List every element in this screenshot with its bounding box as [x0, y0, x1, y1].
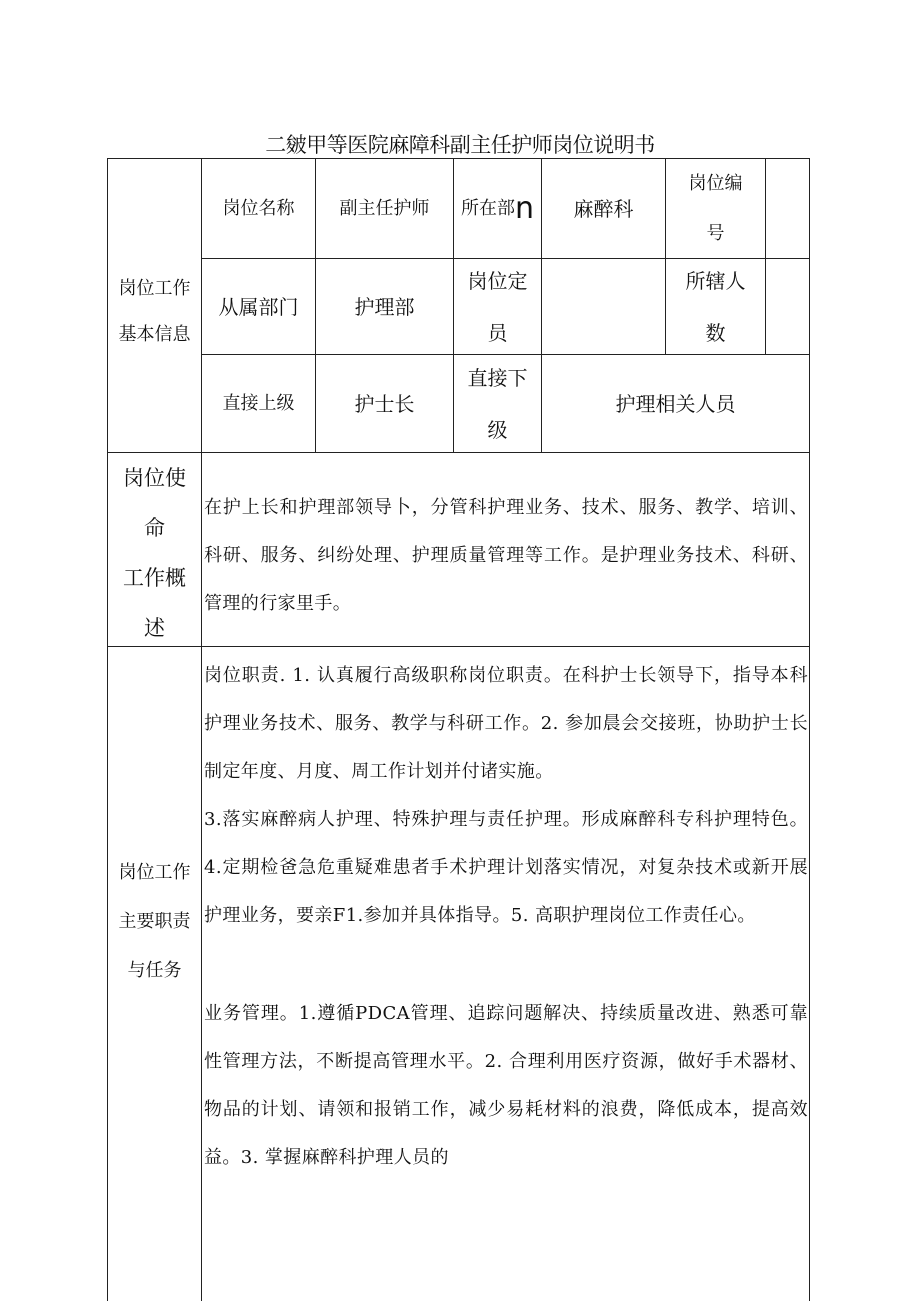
post-no-value — [766, 159, 809, 258]
subordinate-label — [454, 355, 541, 452]
quota-label-line2: 员 — [487, 320, 508, 345]
duties-label-line3: 与任务 — [127, 959, 182, 981]
post-name-label: 岗位名称 — [222, 197, 295, 219]
duties-label-line1: 岗位工作 — [118, 861, 191, 883]
hline-info-bottom — [107, 452, 810, 453]
hline-mission-bottom — [107, 646, 810, 647]
mission-label-line2: 命 — [144, 516, 165, 540]
staff-label-line1: 所辖人 — [685, 268, 746, 293]
duties-label — [108, 846, 201, 996]
quota-label-line1: 岗位定 — [467, 268, 528, 293]
duties-paragraph-3: 业务管理。1.遵循PDCA管理、追踪问题解决、持续质量改进、熟悉可靠性管理方法，不断提高管理水平。2. 合理利用医疗资源，做好手术器材、物品的计划、请领和报销工作，减少易耗材料的浪费，降低成本，提高效益。3. 掌握麻醉科护理人员的 — [204, 1003, 808, 1168]
post-no-label-line2: 号 — [706, 222, 725, 244]
basic-info-label-line1: 岗位工作 — [118, 278, 191, 299]
vline-right — [809, 158, 810, 1301]
subordinate-label-line1: 直接下 — [467, 365, 528, 390]
mission-label-line1: 岗位使 — [123, 466, 186, 490]
mission-label-line3: 工作概 — [123, 566, 186, 590]
dept-label-text: 所在部 — [460, 197, 515, 219]
staff-value — [766, 259, 809, 354]
duties-paragraph-1: 岗位职责. 1. 认真履行高级职称岗位职责。在科护士长领导下，指导本科护理业务技术、服务、教学与科研工作。2. 参加晨会交接班，协助护士长制定年度、月度、周工作计划并付诸实施。 — [204, 665, 808, 782]
dept-label-tail: n — [514, 190, 534, 226]
duties-paragraph-2: 3.落实麻醉病人护理、特殊护理与责任护理。形成麻醉科专科护理特色。4.定期检爸急危重疑难患者手术护理计划落实情况，对复杂技术或新开展护理业务，要亲F1.参加并具体指导。5. 高职护理岗位工作责任心。 — [204, 809, 808, 926]
basic-info-section-label — [108, 262, 201, 362]
mission-label — [108, 453, 201, 646]
mission-text: 在护上长和护理部领导卜，分管科护理业务、技术、服务、教学、培训、科研、服务、纠纷处理、护理质量管理等工作。是护理业务技术、科研、管理的行家里手。 — [204, 497, 808, 614]
post-no-label — [666, 159, 765, 258]
quota-label — [454, 259, 541, 354]
affiliation-label: 从属部门 — [218, 294, 299, 319]
basic-info-label-line2: 基本信息 — [118, 324, 191, 345]
subordinate-label-line2: 级 — [487, 417, 508, 442]
mission-label-line4: 述 — [144, 616, 165, 640]
superior-label: 直接上级 — [222, 392, 295, 414]
staff-label-line2: 数 — [705, 320, 726, 345]
staff-label — [666, 259, 765, 354]
superior-value: 护士长 — [354, 391, 415, 416]
subordinate-value: 护理相关人员 — [615, 391, 736, 416]
dept-label — [454, 159, 541, 258]
document-title: 二皴甲等医院麻障科副主任护师岗位说明书 — [265, 133, 655, 157]
post-no-label-line1: 岗位编 — [688, 172, 743, 194]
affiliation-value: 护理部 — [354, 294, 415, 319]
quota-value — [542, 259, 665, 354]
dept-value: 麻醉科 — [573, 196, 634, 221]
duties-label-line2: 主要职责 — [118, 910, 191, 932]
post-name-value: 副主任护师 — [339, 197, 430, 219]
